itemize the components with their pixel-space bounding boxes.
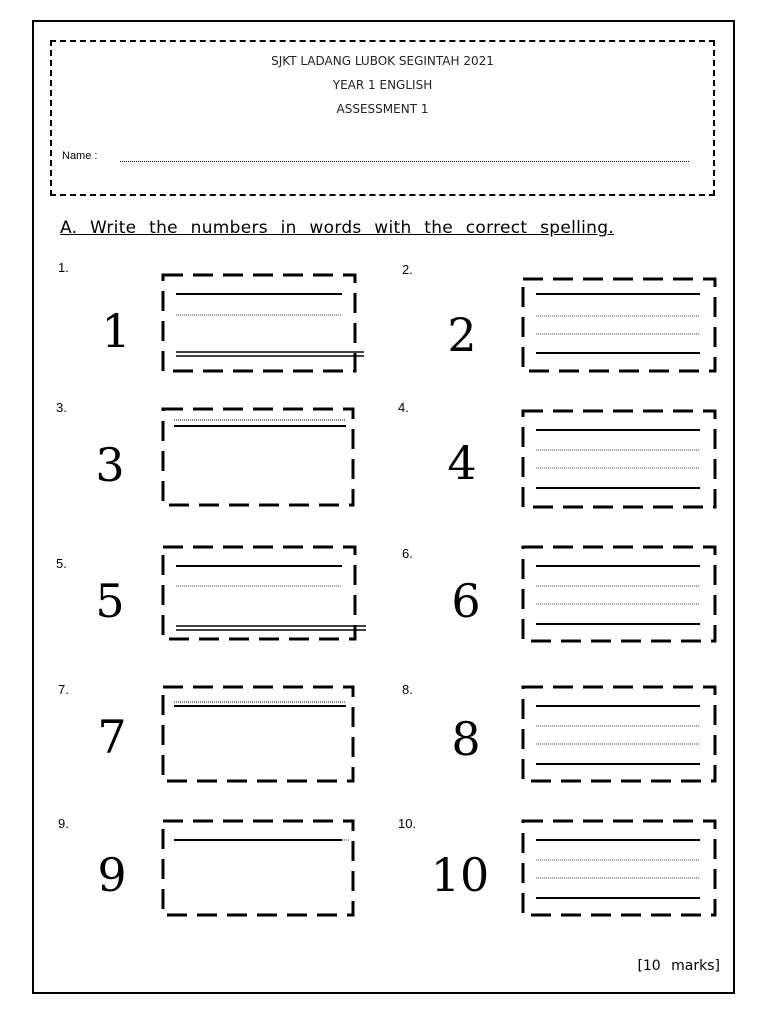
question-number: 8. — [402, 682, 413, 697]
number-digit: 1 — [101, 304, 131, 358]
question-number: 6. — [402, 546, 413, 561]
answer-box[interactable] — [160, 818, 360, 918]
number-digit: 7 — [97, 710, 127, 764]
question-number: 4. — [398, 400, 409, 415]
number-digit: 10 — [430, 848, 490, 902]
marks-label: [10 marks] — [637, 958, 720, 974]
answer-box[interactable] — [520, 544, 720, 644]
header-box — [50, 40, 715, 196]
number-digit: 6 — [451, 574, 481, 628]
answer-box[interactable] — [160, 406, 360, 508]
name-label: Name : — [62, 150, 98, 162]
question-number: 2. — [402, 262, 413, 277]
question-number: 1. — [58, 260, 69, 275]
number-digit: 2 — [447, 308, 477, 362]
answer-box[interactable] — [520, 276, 720, 374]
question-number: 9. — [58, 816, 69, 831]
answer-box[interactable] — [520, 818, 720, 918]
number-digit: 3 — [95, 438, 125, 492]
question-number: 10. — [398, 816, 417, 831]
instruction: A. Write the numbers in words with the correct spelling. — [60, 218, 615, 238]
school-title: SJKT LADANG LUBOK SEGINTAH 2021 — [271, 54, 494, 68]
class-title: YEAR 1 ENGLISH — [332, 78, 433, 92]
answer-box[interactable] — [160, 684, 360, 784]
number-digit: 9 — [97, 848, 127, 902]
question-number: 5. — [56, 556, 67, 571]
name-field[interactable] — [120, 161, 689, 162]
number-digit: 8 — [451, 712, 481, 766]
number-digit: 5 — [95, 574, 125, 628]
assessment-title: ASSESSMENT 1 — [336, 102, 429, 116]
answer-box[interactable] — [520, 408, 720, 510]
question-number: 3. — [56, 400, 67, 415]
answer-box[interactable] — [160, 272, 370, 376]
question-number: 7. — [58, 682, 69, 697]
answer-box[interactable] — [160, 544, 370, 644]
answer-box[interactable] — [520, 684, 720, 784]
number-digit: 4 — [447, 436, 477, 490]
